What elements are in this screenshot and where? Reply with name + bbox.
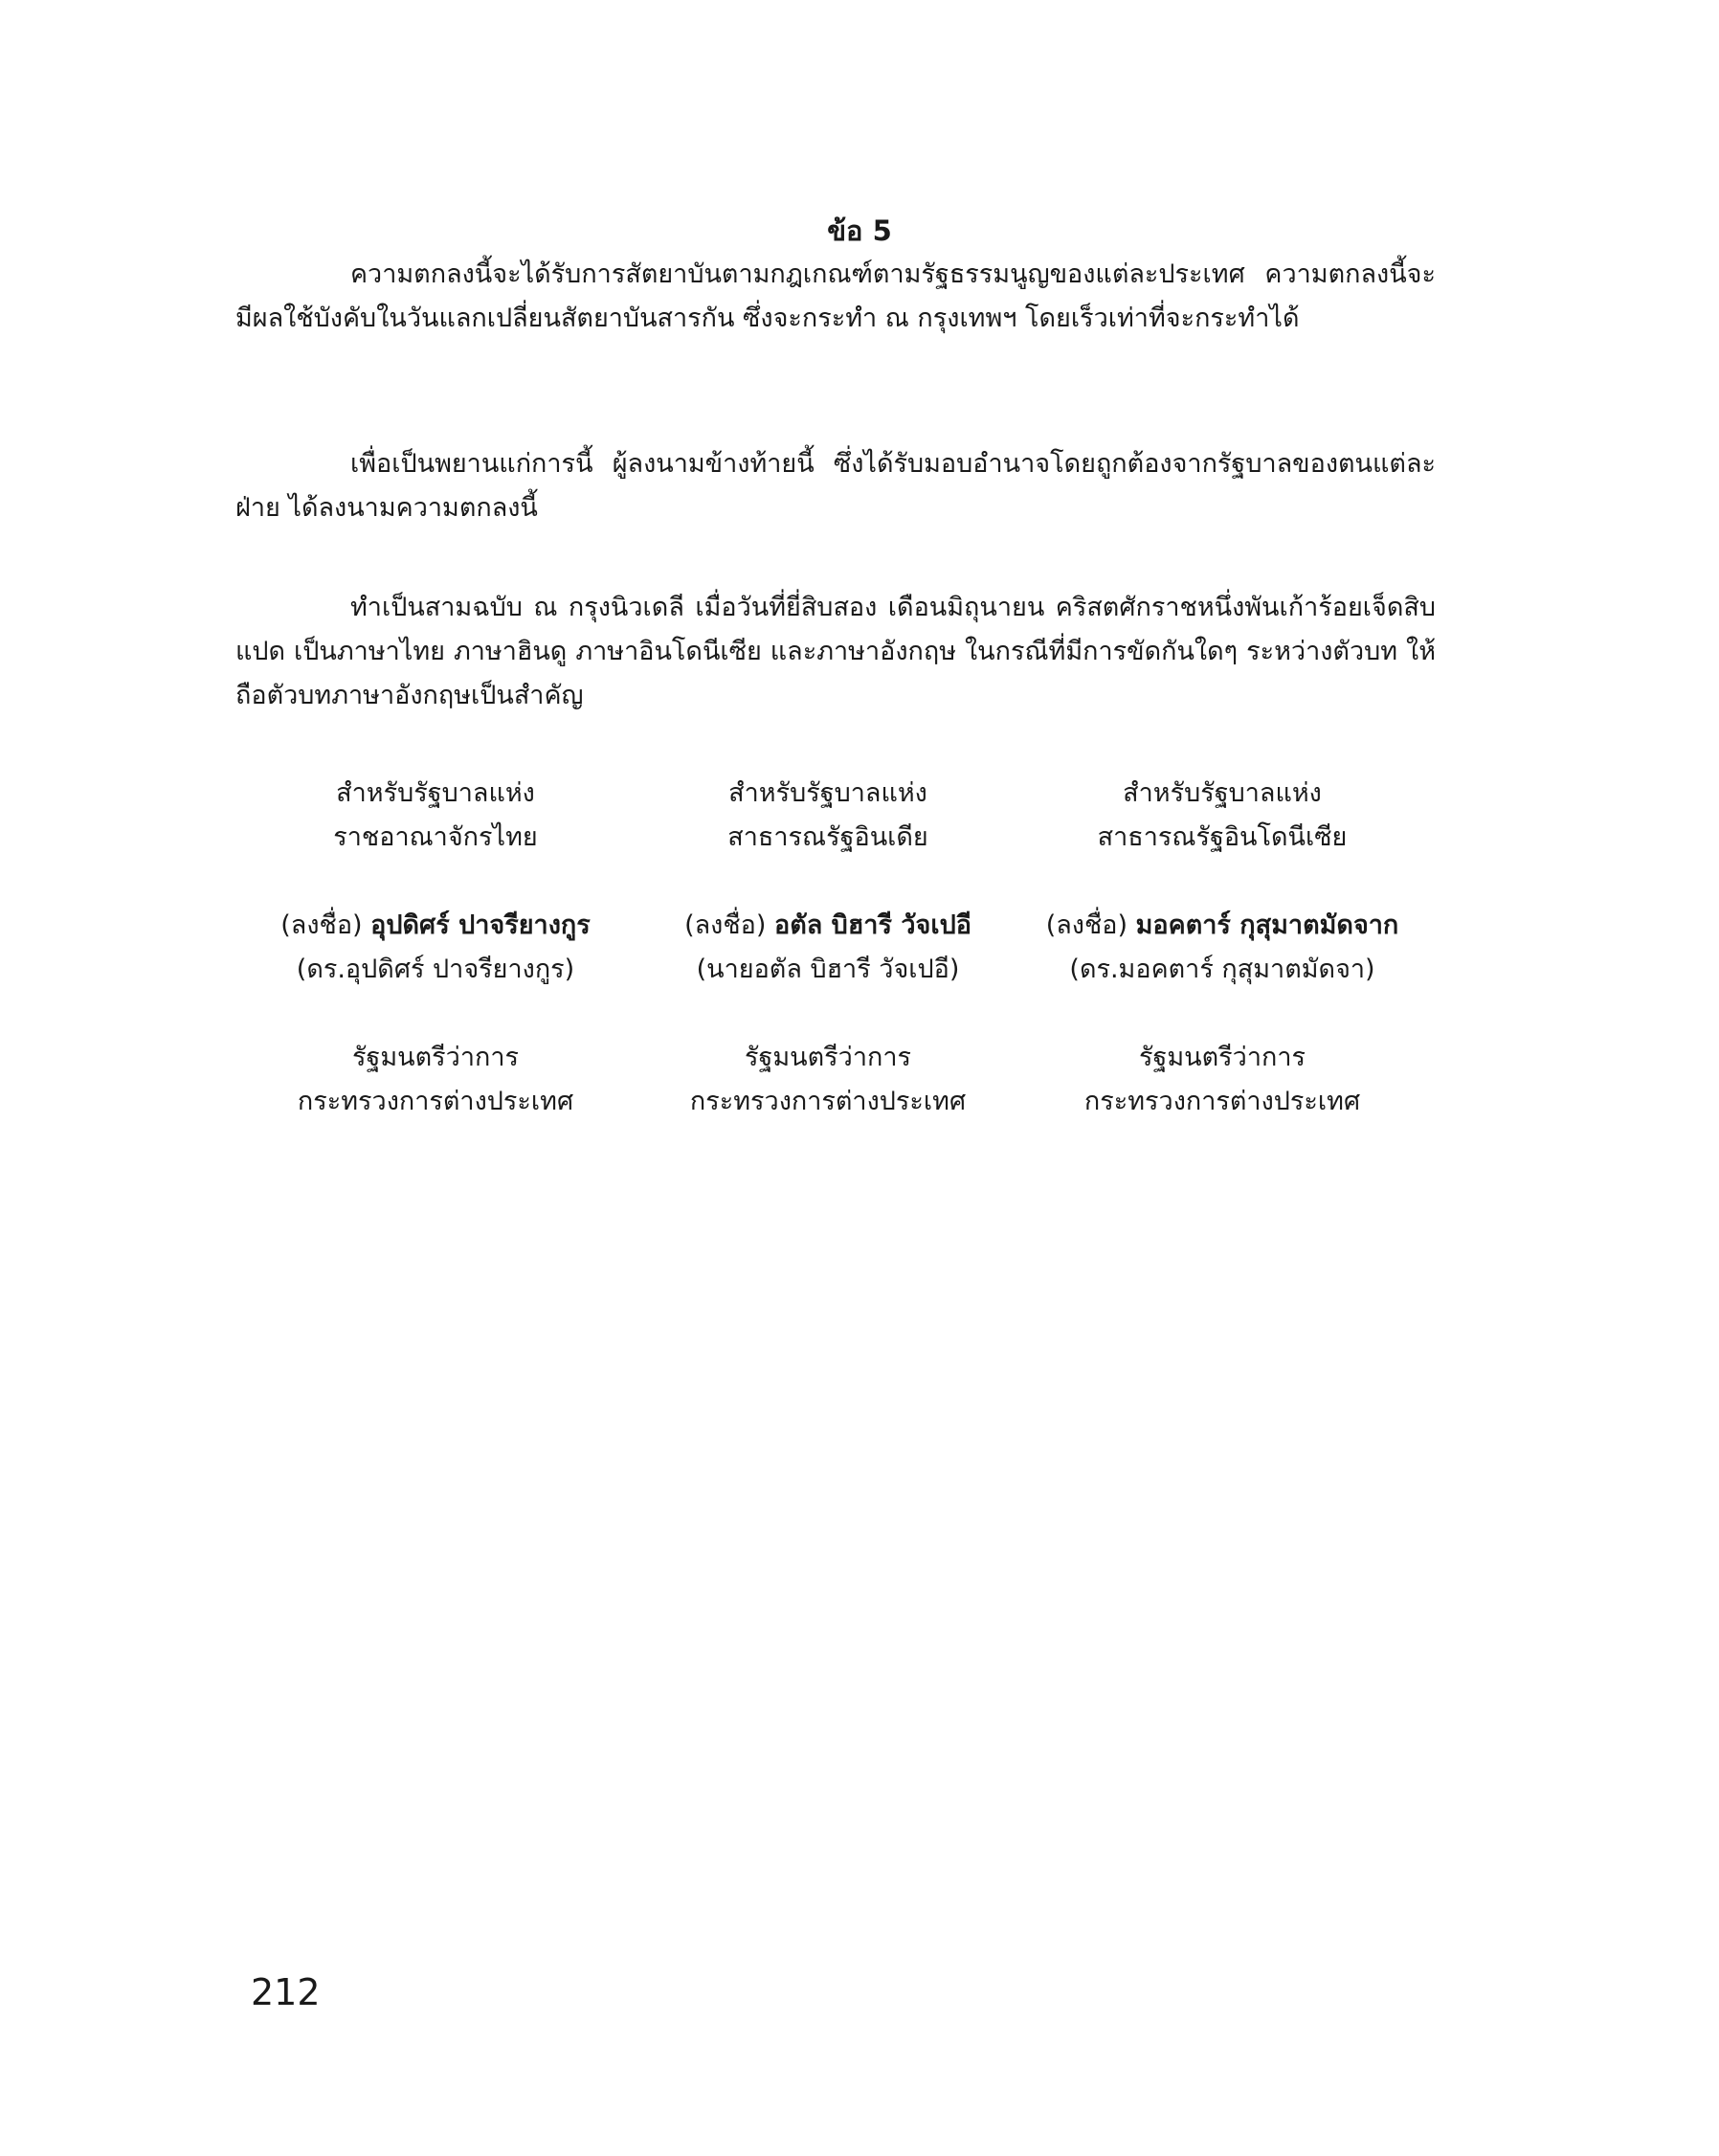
official-ministry: กระทรวงการต่างประเทศ [1083,1087,1361,1116]
signatory-block-thailand [230,772,641,1124]
signatory-for-line: สำหรับรัฐบาลแห่ง [336,778,535,808]
signed-prefix: (ลงชื่อ) [280,910,371,940]
official-title: รัฐมนตรีว่าการ [1138,1043,1306,1072]
spacer [230,860,641,904]
paragraph-witness: เพื่อเป็นพยานแก่การนี้ ผู้ลงนามข้างท้ายนี้ ซึ่งได้รับมอบอำนาจโดยถูกต้องจากรัฐบาลของตนแต่ละฝ่าย ได้ลงนามความตกลงนี้ [235,449,1436,523]
paragraph-done-at: ทำเป็นสามฉบับ ณ กรุงนิวเดลี เมื่อวันที่ยี่สิบสอง เดือนมิถุนายน คริสตศักราชหนึ่งพันเก้าร้อยเจ็ดสิบแปด เป็นภาษาไทย ภาษาฮินดู ภาษาอินโดนีเซีย และภาษาอังกฤษ ในกรณีที่มีการขัดกันใดๆ ระหว่างตัวบท ให้ถือตัวบทภาษาอังกฤษเป็นสำคัญ [235,593,1436,710]
signed-name: อตัล บิฮารี วัจเปอี [773,910,971,940]
printed-name: (ดร.มอคตาร์ กุสุมาตมัดจา) [1069,954,1375,984]
official-title: รัฐมนตรีว่าการ [744,1043,912,1072]
printed-name: (ดร.อุปดิศร์ ปาจรียางกูร) [296,954,575,984]
signatory-for-line: สำหรับรัฐบาลแห่ง [1123,778,1322,808]
signatory-country: ราชอาณาจักรไทย [333,822,538,852]
spacer [622,992,1034,1036]
spacer [1016,860,1428,904]
article-heading: ข้อ 5 [827,214,892,247]
official-ministry: กระทรวงการต่างประเทศ [689,1087,967,1116]
signature-line [1016,904,1428,948]
signatory-country: สาธารณรัฐอินเดีย [727,822,928,852]
paragraph-ratification: ความตกลงนี้จะได้รับการสัตยาบันตามกฎเกณฑ์ตามรัฐธรรมนูญของแต่ละประเทศ ความตกลงนี้จะมีผลใช้บังคับในวันแลกเปลี่ยนสัตยาบันสารกัน ซึ่งจะกระทำ ณ กรุงเทพฯ โดยเร็วเท่าที่จะกระทำได้ [235,259,1436,333]
signed-prefix: (ลงชื่อ) [1045,910,1136,940]
signatory-block-india [622,772,1034,1124]
signed-name: มอคตาร์ กุสุมาตมัดจาก [1135,910,1399,940]
signatory-for-line: สำหรับรัฐบาลแห่ง [728,778,927,808]
official-ministry: กระทรวงการต่างประเทศ [297,1087,574,1116]
signature-line [230,904,641,948]
spacer [622,860,1034,904]
page-number: 212 [251,1971,321,2013]
signatory-block-indonesia [1016,772,1428,1124]
official-title: รัฐมนตรีว่าการ [351,1043,520,1072]
spacer [1016,992,1428,1036]
signature-line [622,904,1034,948]
signed-prefix: (ลงชื่อ) [684,910,774,940]
signatory-country: สาธารณรัฐอินโดนีเซีย [1097,822,1348,852]
printed-name: (นายอตัล บิฮารี วัจเปอี) [696,954,960,984]
spacer [230,992,641,1036]
signed-name: อุปดิศร์ ปาจรียางกูร [370,910,591,940]
